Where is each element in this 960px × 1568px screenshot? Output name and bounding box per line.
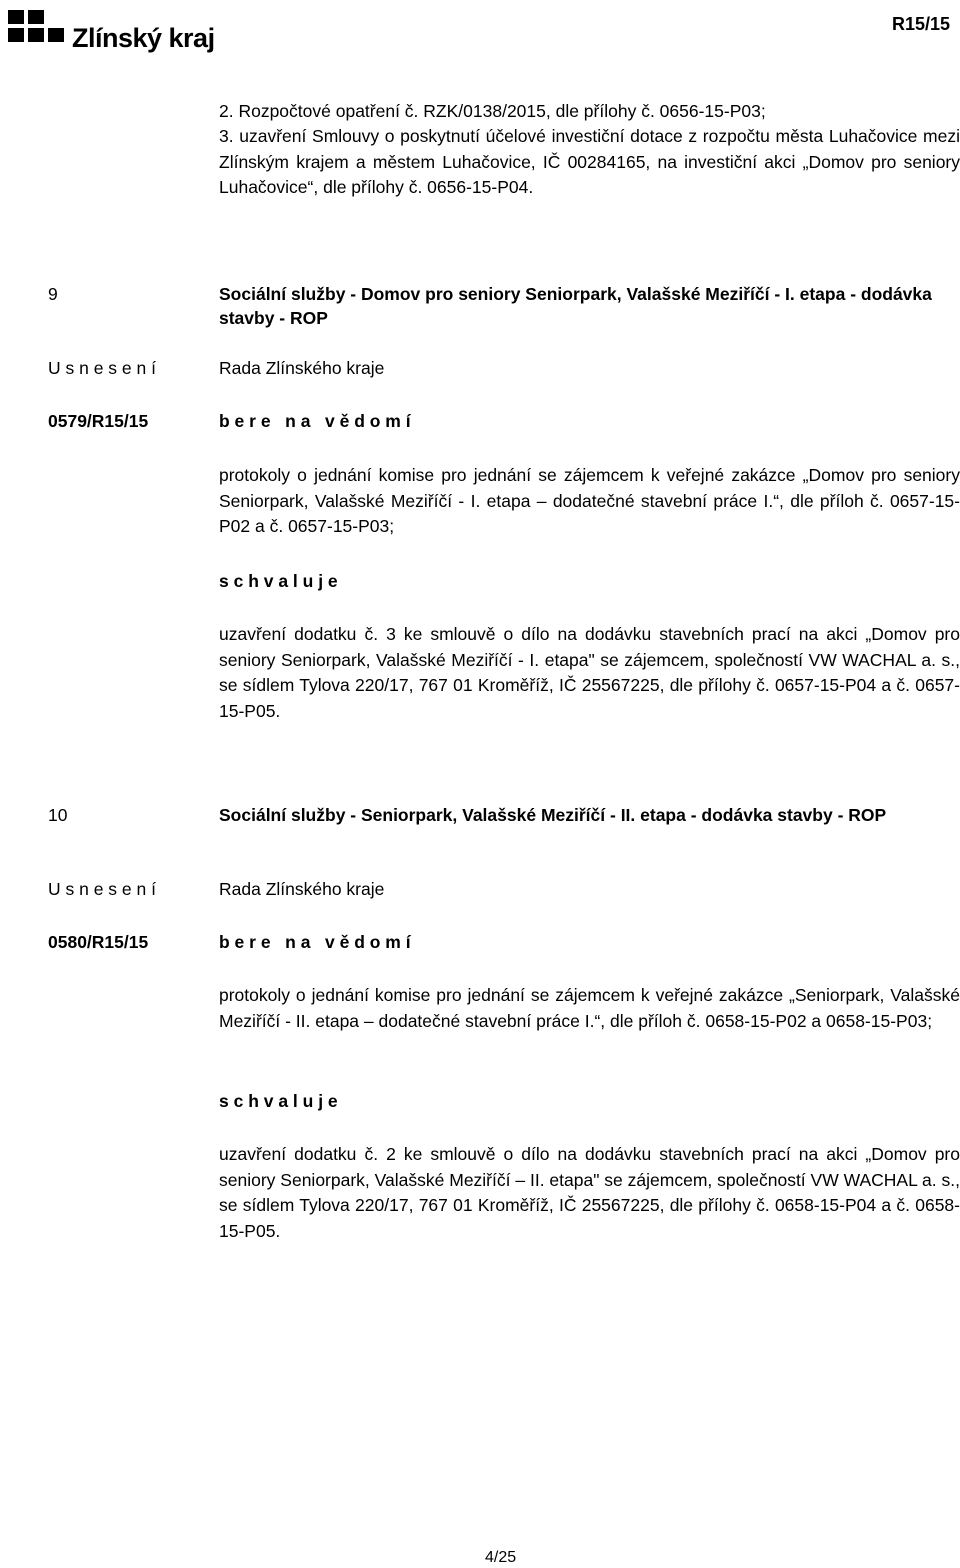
intro-item-2: 2. Rozpočtové opatření č. RZK/0138/2015, dle přílohy č. 0656-15-P03; <box>219 101 766 121</box>
document-code: R15/15 <box>891 14 950 34</box>
section-number: 9 <box>48 284 58 304</box>
section-title: Sociální služby - Seniorpark, Valašské Meziříčí - II. etapa - dodávka stavby - ROP <box>219 805 887 825</box>
council-name: Rada Zlínského kraje <box>219 358 385 378</box>
usneseni-label: U s n e s e n í <box>48 879 156 899</box>
resolution-text-2: uzavření dodatku č. 3 ke smlouvě o dílo na dodávku stavebních prací na akci „Domov pro seniory Seniorpark, Valašské Meziříčí - I. etapa" se zájemcem, společností VW WACHAL a. s., se sídlem Tylova 220/17, 767 01 Kroměříž, IČ 25567225, dle přílohy č. 0657-15-P04 a č. 0657-15-P05. <box>219 624 960 721</box>
logo-square-mark <box>28 10 44 24</box>
section-number: 10 <box>48 805 68 825</box>
resolution-text-2: uzavření dodatku č. 2 ke smlouvě o dílo na dodávku stavebních prací na akci „Domov pro seniory Seniorpark, Valašské Meziříčí – II. etapa" se zájemcem, společností VW WACHAL a. s., se sídlem Tylova 220/17, 767 01 Kroměříž, IČ 25567225, dle přílohy č. 0658-15-P04 a č. 0658-15-P05. <box>219 1144 960 1241</box>
intro-item-3: 3. uzavření Smlouvy o poskytnutí účelové investiční dotace z rozpočtu města Luhačovice mezi Zlínským krajem a městem Luhačovice, IČ 00284165, na investiční akci „Domov pro seniory Luhačovice“, dle přílohy č. 0656-15-P04. <box>219 126 960 197</box>
zlinsky-kraj-logo <box>8 10 215 54</box>
action-schvaluje: s c h v a l u j e <box>219 1091 338 1111</box>
section-title: Sociální služby - Domov pro seniory Seniorpark, Valašské Meziříčí - I. etapa - dodávka stavby - ROP <box>219 284 932 328</box>
usneseni-label: U s n e s e n í <box>48 358 156 378</box>
logo-square-mark <box>28 28 44 42</box>
logo-square-mark <box>8 10 24 24</box>
action-schvaluje: s c h v a l u j e <box>219 571 338 591</box>
logo-square-mark <box>48 28 64 42</box>
logo-text: Zlínský kraj <box>72 23 215 53</box>
action-bere-na-vedomi: b e r e n a v ě d o m í <box>219 932 411 952</box>
action-bere-na-vedomi: b e r e n a v ě d o m í <box>219 411 411 431</box>
council-name: Rada Zlínského kraje <box>219 879 385 899</box>
resolution-id: 0579/R15/15 <box>48 411 149 431</box>
resolution-text-1: protokoly o jednání komise pro jednání se zájemcem k veřejné zakázce „Seniorpark, Valašské Meziříčí - II. etapa – dodatečné stavební práce I.“, dle příloh č. 0658-15-P02 a 0658-15-P03; <box>219 985 960 1031</box>
logo-square-mark <box>8 28 24 42</box>
page-number: 4/25 <box>485 1549 517 1566</box>
resolution-id: 0580/R15/15 <box>48 932 149 952</box>
resolution-text-1: protokoly o jednání komise pro jednání se zájemcem k veřejné zakázce „Domov pro seniory Seniorpark, Valašské Meziříčí - I. etapa – dodatečné stavební práce I.“, dle příloh č. 0657-15-P02 a č. 0657-15-P03; <box>219 465 960 536</box>
